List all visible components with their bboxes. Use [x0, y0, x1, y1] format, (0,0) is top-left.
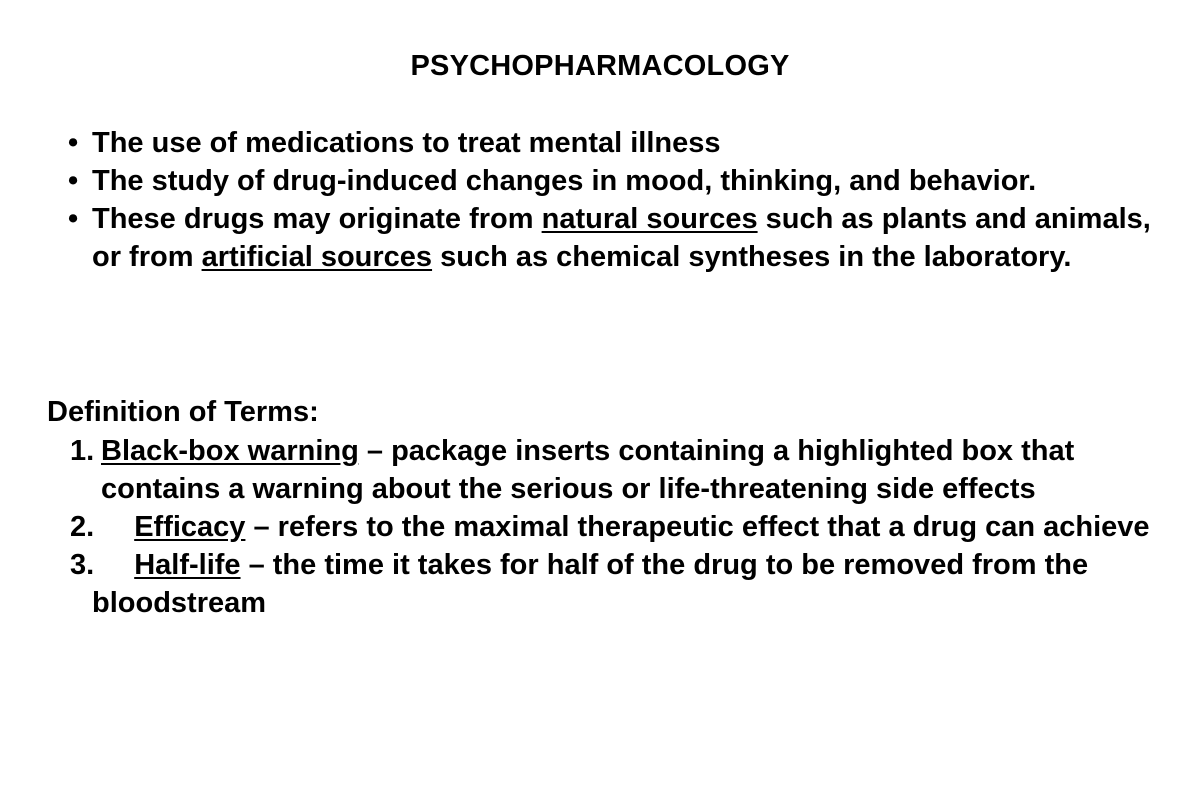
definition-text: – refers to the maximal therapeutic effect that a drug can achieve — [245, 511, 1150, 543]
bullet-item — [62, 200, 1172, 276]
definition-item — [70, 432, 1180, 508]
bullet-text: The study of drug-induced changes in mood, thinking, and behavior. — [92, 165, 1037, 197]
bullet-list — [62, 124, 1172, 276]
bullet-icon: • — [68, 165, 79, 197]
bullet-icon: • — [68, 127, 79, 159]
underlined-term-natural-sources: natural sources — [541, 203, 758, 235]
bullet-item — [62, 124, 1172, 162]
definition-number: 1. — [70, 435, 95, 467]
definition-term: Efficacy — [134, 511, 246, 543]
definition-number: 2. — [70, 511, 95, 543]
definition-item — [70, 546, 1180, 622]
bullet-text-part: such as plants and animals, or from — [92, 203, 1151, 273]
bullet-text-part: such as chemical syntheses in the laboratory. — [432, 241, 1072, 273]
definition-text: – package inserts containing a highlighted box that contains a warning about the serious or life-threatening side effects — [101, 435, 1075, 505]
page-title: PSYCHOPHARMACOLOGY — [410, 50, 790, 82]
bullet-text-part: These drugs may originate from — [92, 203, 542, 235]
definition-term: Half-life — [134, 549, 241, 581]
definition-text: – the time it takes for half of the drug to be removed from the bloodstream — [92, 549, 1089, 619]
definitions-list — [70, 432, 1180, 622]
definition-number: 3. — [70, 549, 95, 581]
bullet-text: The use of medications to treat mental illness — [92, 127, 721, 159]
underlined-term-artificial-sources: artificial sources — [201, 241, 433, 273]
definition-term: Black-box warning — [101, 435, 359, 467]
definitions-heading: Definition of Terms: — [47, 396, 319, 428]
bullet-icon: • — [68, 203, 79, 235]
bullet-item — [62, 162, 1172, 200]
definition-item — [70, 508, 1180, 546]
